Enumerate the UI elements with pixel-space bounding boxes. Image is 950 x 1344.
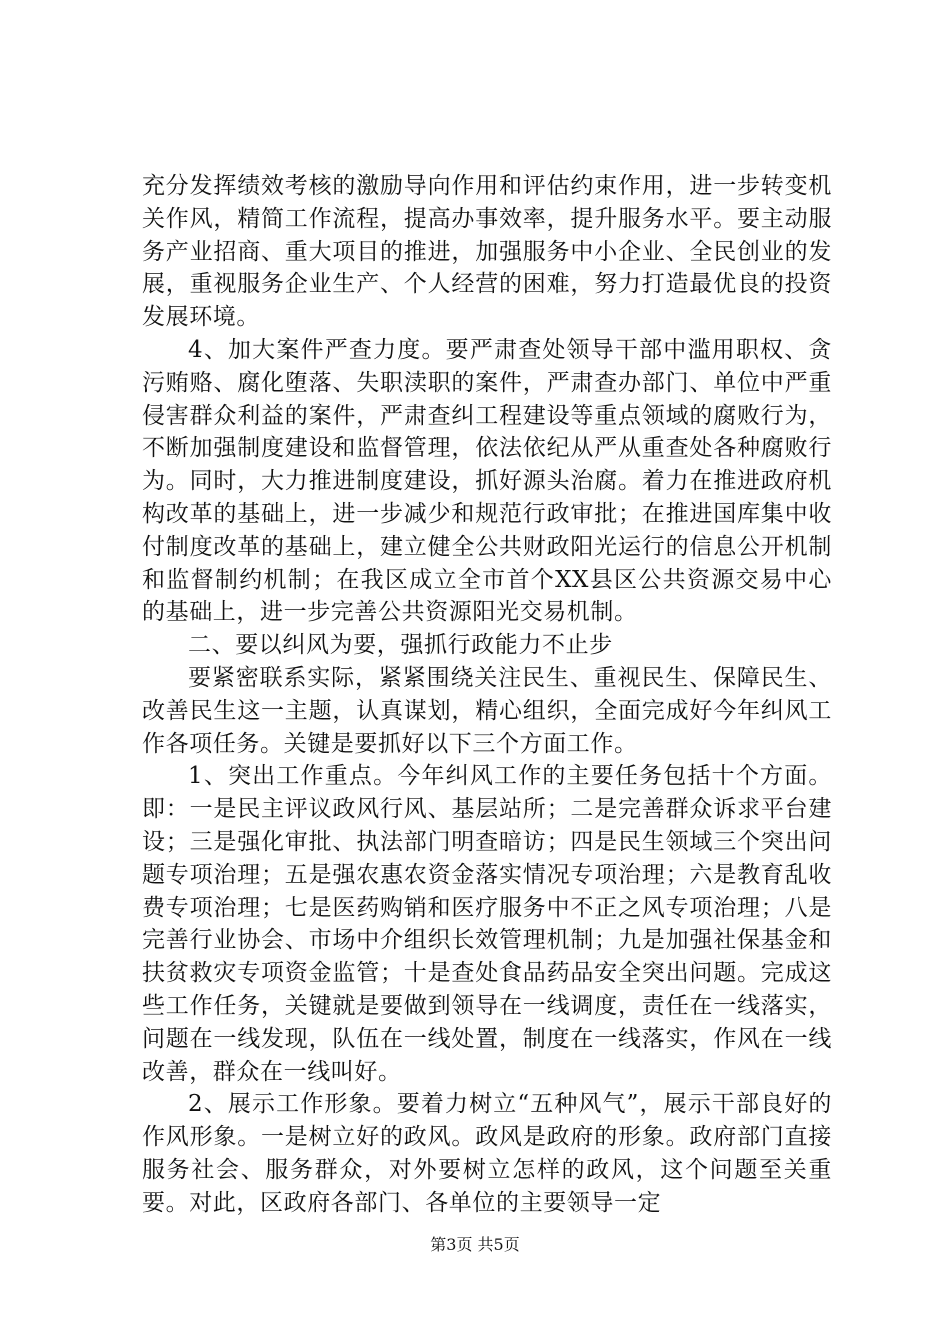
page-footer: 第3页 共5页 [430, 1235, 520, 1254]
paragraph-4: 1、突出工作重点。今年纠风工作的主要任务包括十个方面。即：一是民主评议政风行风、基层站所；二是完善群众诉求平台建设；三是强化审批、执法部门明查暗访；四是民生领域三个突出问题专项治理；五是强农惠农资金落实情况专项治理；六是教育乱收费专项治理；七是医药购销和医疗服务中不正之风专项治理；八是完善行业协会、市场中介组织长效管理机制；九是加强社保基金和扶贫救灾专项资金监管；十是查处食品药品安全突出问题。完成这些工作任务，关键就是要做到领导在一线调度，责任在一线落实，问题在一线发现，队伍在一线处置，制度在一线落实，作风在一线改善，群众在一线叫好。 [142, 763, 832, 1085]
paragraph-1: 充分发挥绩效考核的激励导向作用和评估约束作用，进一步转变机关作风，精简工作流程，提高办事效率，提升服务水平。要主动服务产业招商、重大项目的推进，加强服务中小企业、全民创业的发展，重视服务企业生产、个人经营的困难，努力打造最优良的投资发展环境。 [142, 173, 832, 331]
paragraph-3: 要紧密联系实际，紧紧围绕关注民生、重视民生、保障民生、改善民生这一主题，认真谋划，精心组织，全面完成好今年纠风工作各项任务。关键是要抓好以下三个方面工作。 [142, 664, 832, 757]
document-body [142, 170, 832, 1220]
section-heading: 二、要以纠风为要，强抓行政能力不止步 [188, 632, 613, 659]
paragraph-5: 2、展示工作形象。要着力树立“五种风气”，展示干部良好的作风形象。一是树立好的政风。政风是政府的形象。政府部门直接服务社会、服务群众，对外要树立怎样的政风，这个问题至关重要。对此，区政府各部门、各单位的主要领导一定 [142, 1091, 832, 1216]
paragraph-2: 4、加大案件严查力度。要严肃查处领导干部中滥用职权、贪污贿赂、腐化堕落、失职渎职的案件，严肃查办部门、单位中严重侵害群众利益的案件，严肃查纠工程建设等重点领域的腐败行为，不断加强制度建设和监督管理，依法依纪从严从重查处各种腐败行为。同时，大力推进制度建设，抓好源头治腐。着力在推进政府机构改革的基础上，进一步减少和规范行政审批；在推进国库集中收付制度改革的基础上，建立健全公共财政阳光运行的信息公开机制和监督制约机制；在我区成立全市首个XX县区公共资源交易中心的基础上，进一步完善公共资源阳光交易机制。 [142, 336, 832, 626]
